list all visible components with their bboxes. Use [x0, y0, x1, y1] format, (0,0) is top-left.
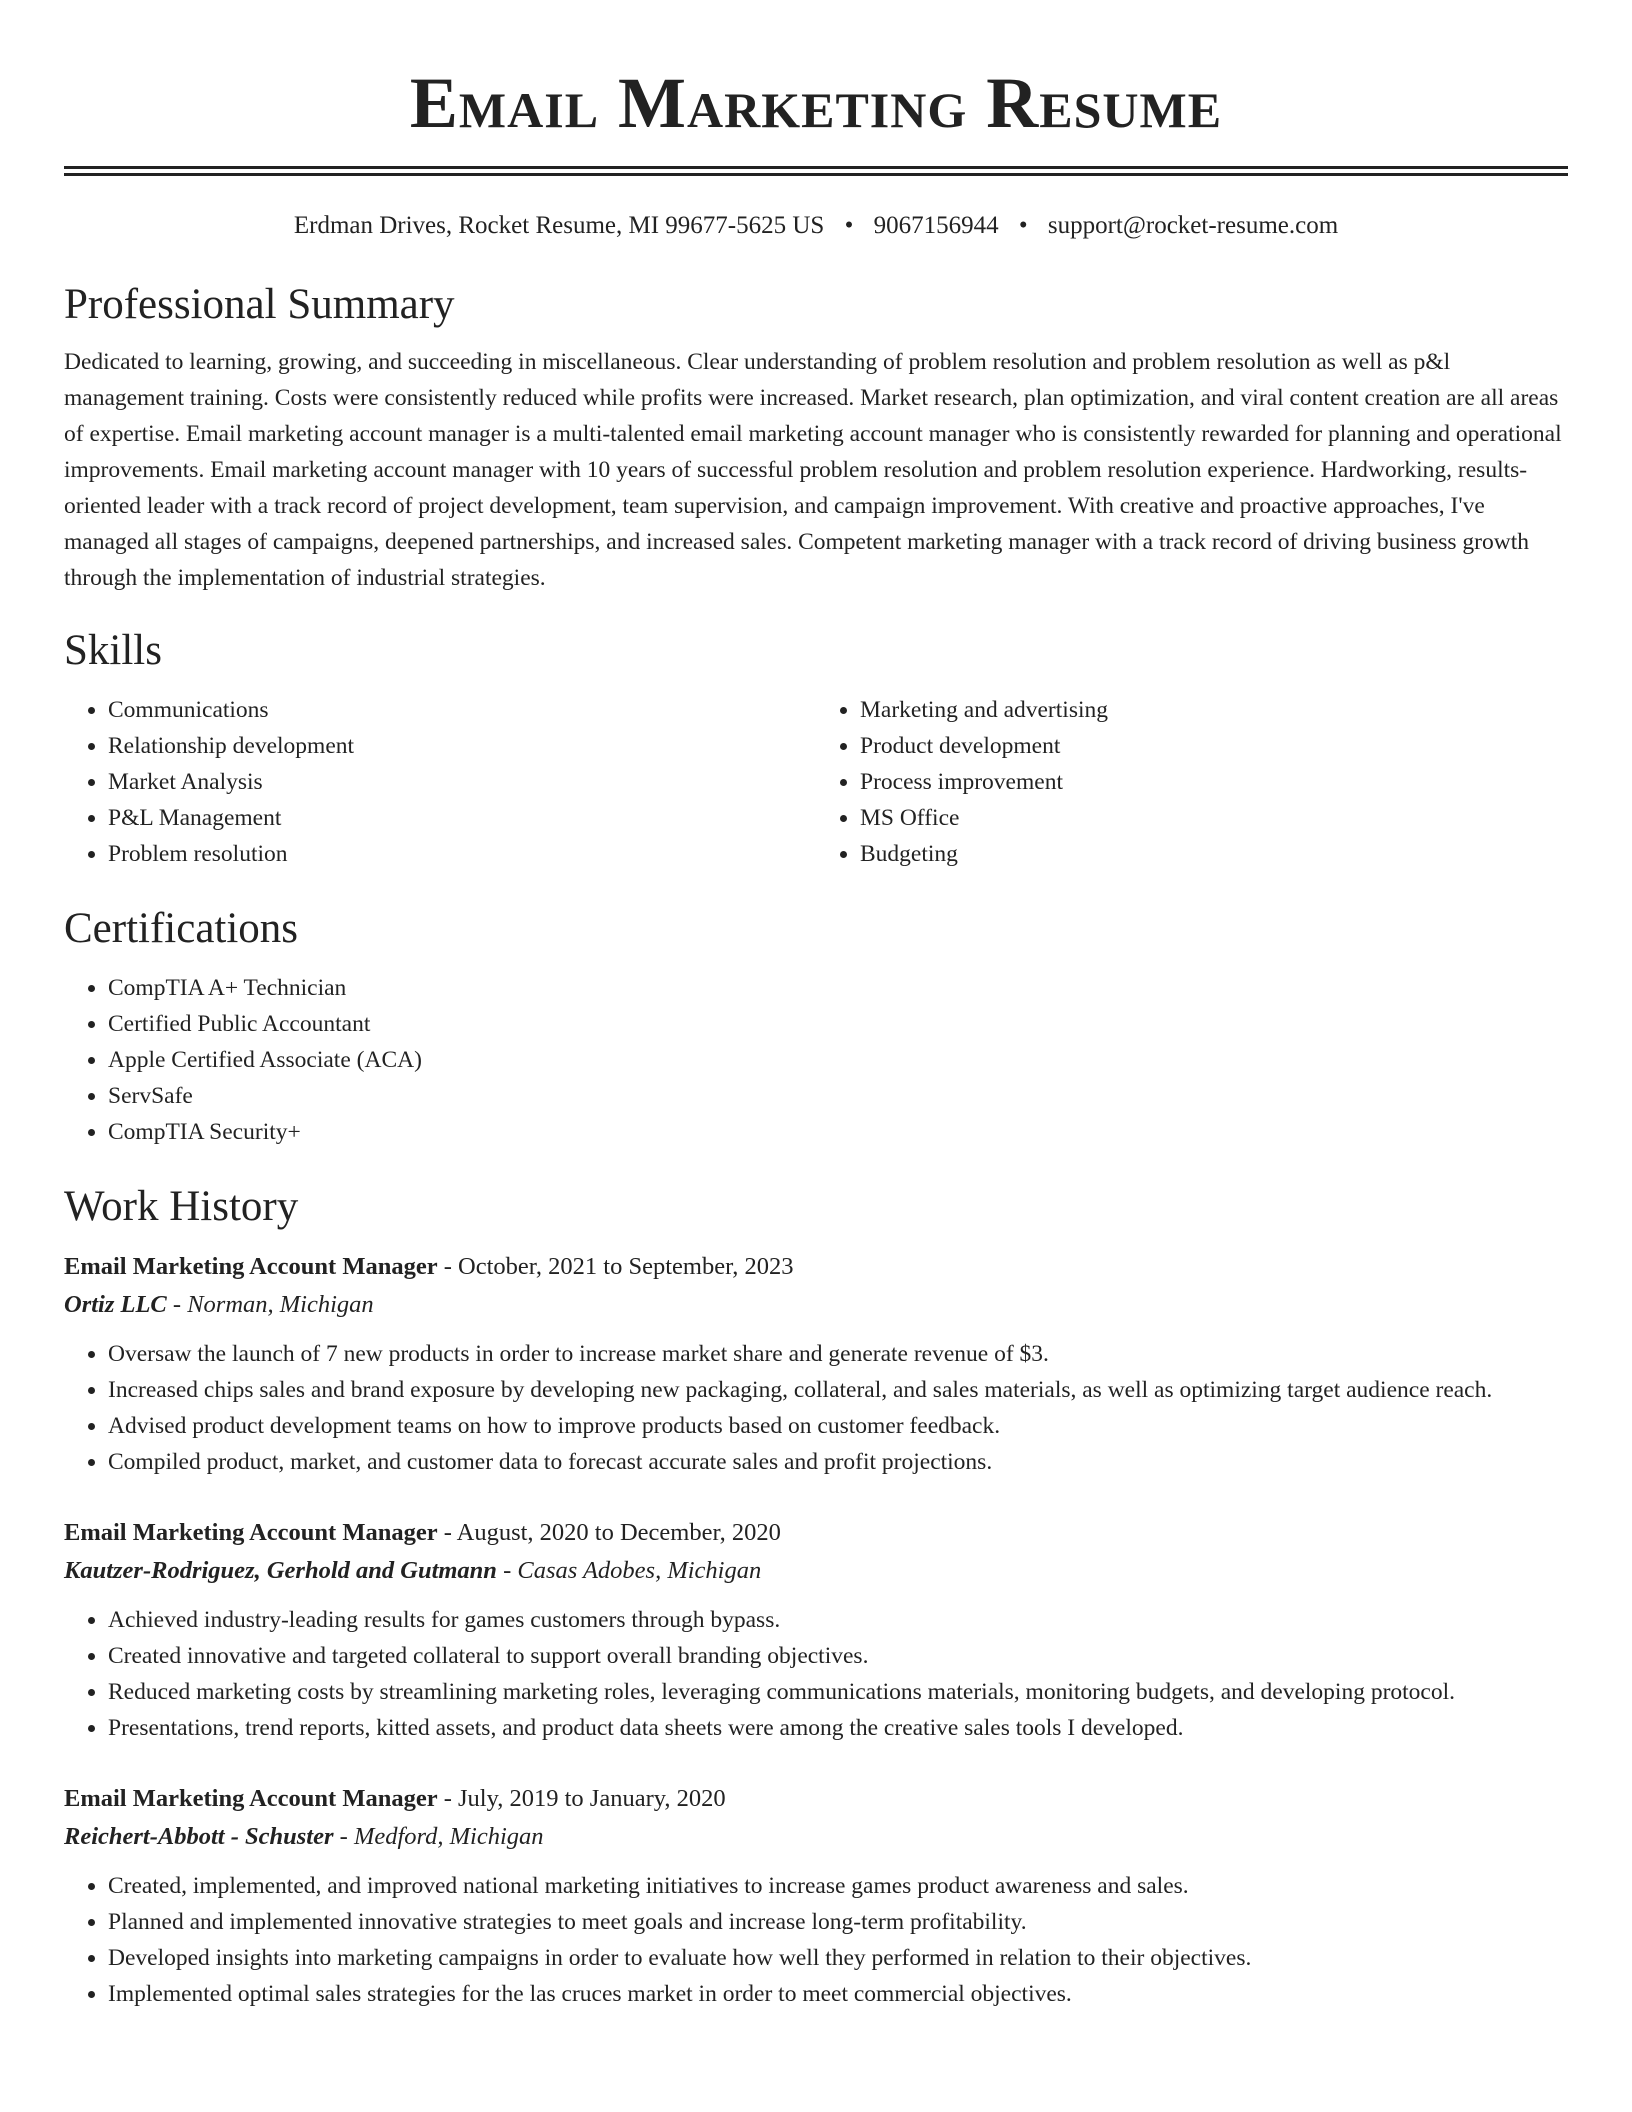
job-location: Norman, Michigan [187, 1291, 374, 1318]
skill-item: • Marketing and advertising [860, 692, 1568, 728]
certification-item: • Certified Public Accountant [108, 1006, 1568, 1042]
certifications-list [64, 970, 1568, 1150]
job-bullet: • Advised product development teams on how to improve products based on customer feedback. [108, 1408, 1568, 1444]
skills-list-left [64, 692, 816, 872]
job-location: Casas Adobes, Michigan [517, 1557, 762, 1584]
summary-text: Dedicated to learning, growing, and succeeding in miscellaneous. Clear understanding of problem resolution and problem resolution as well as p&l management training. Costs were consistently reduced while profits were increased. Market research, plan optimization, and viral content creation are all areas of expertise. Email marketing account manager is a multi-talented email marketing account manager who is consistently rewarded for planning and operational improvements. Email marketing account manager with 10 years of successful problem resolution and problem resolution experience. Hardworking, results-oriented leader with a track record of project development, team supervision, and campaign improvement. With creative and proactive approaches, I've managed all stages of campaigns, deepened partnerships, and increased sales. Competent marketing manager with a track record of driving business growth through the implementation of industrial strategies. [64, 349, 1562, 591]
skill-item: • Process improvement [860, 764, 1568, 800]
summary-heading: Professional Summary [64, 281, 455, 328]
job-company: Kautzer-Rodriguez, Gerhold and Gutmann [64, 1557, 497, 1584]
job-bullet: • Created innovative and targeted collateral to support overall branding objectives. [108, 1638, 1568, 1674]
certification-item: • CompTIA Security+ [108, 1114, 1568, 1150]
job-company: Reichert-Abbott - Schuster [64, 1823, 334, 1850]
skill-item: • P&L Management [108, 800, 816, 836]
job-dates: August, 2020 to December, 2020 [456, 1519, 781, 1546]
job-header [64, 1248, 1568, 1286]
job-dash: - [339, 1823, 354, 1850]
resume-title: Email Marketing Resume [409, 63, 1223, 143]
job-bullet: • Created, implemented, and improved national marketing initiatives to increase games product awareness and sales. [108, 1868, 1568, 1904]
job-bullet: • Compiled product, market, and customer data to forecast accurate sales and profit projections. [108, 1444, 1568, 1480]
job-role: Email Marketing Account Manager [64, 1519, 438, 1546]
skill-item: • Budgeting [860, 836, 1568, 872]
certification-item: • Apple Certified Associate (ACA) [108, 1042, 1568, 1078]
contact-phone[interactable]: 9067156944 [873, 212, 999, 239]
job-dash: - [443, 1519, 457, 1546]
skill-item: • Relationship development [108, 728, 816, 764]
job-bullets [64, 1602, 1568, 1746]
job-location: Medford, Michigan [353, 1823, 544, 1850]
job-entry [64, 1248, 1568, 1480]
job-bullet: • Presentations, trend reports, kitted assets, and product data sheets were among the creative sales tools I developed. [108, 1710, 1568, 1746]
company-line [64, 1286, 1568, 1324]
contact-separator: • [1018, 212, 1028, 239]
certification-item: • CompTIA A+ Technician [108, 970, 1568, 1006]
job-dash: - [443, 1785, 458, 1812]
company-line [64, 1818, 1568, 1856]
skill-item: • Communications [108, 692, 816, 728]
contact-separator: • [844, 212, 854, 239]
skill-item: • Market Analysis [108, 764, 816, 800]
skill-item: • MS Office [860, 800, 1568, 836]
certification-item: • ServSafe [108, 1078, 1568, 1114]
skills-list-right [816, 692, 1568, 872]
skill-item: • Product development [860, 728, 1568, 764]
job-bullets [64, 1868, 1568, 2012]
certifications-heading: Certifications [64, 905, 299, 952]
job-header [64, 1514, 1568, 1552]
company-line [64, 1552, 1568, 1590]
job-dash: - [443, 1253, 458, 1280]
work-history-heading: Work History [64, 1183, 299, 1230]
job-bullet: • Increased chips sales and brand exposure by developing new packaging, collateral, and sales materials, as well as optimizing target audience reach. [108, 1372, 1568, 1408]
job-entry [64, 1780, 1568, 2012]
job-bullet: • Implemented optimal sales strategies for the las cruces market in order to meet commercial objectives. [108, 1976, 1568, 2012]
skills-grid [64, 692, 1568, 872]
job-bullet: • Developed insights into marketing campaigns in order to evaluate how well they performed in relation to their objectives. [108, 1940, 1568, 1976]
title-divider [64, 166, 1568, 176]
job-company: Ortiz LLC [64, 1291, 167, 1318]
skills-heading: Skills [64, 627, 162, 674]
job-dash: - [503, 1557, 518, 1584]
job-role: Email Marketing Account Manager [64, 1785, 438, 1812]
job-role: Email Marketing Account Manager [64, 1253, 438, 1280]
contact-line [64, 210, 1568, 242]
job-bullet: • Oversaw the launch of 7 new products in order to increase market share and generate revenue of $3. [108, 1336, 1568, 1372]
skill-item: • Problem resolution [108, 836, 816, 872]
job-bullet: • Reduced marketing costs by streamlining marketing roles, leveraging communications materials, monitoring budgets, and developing protocol. [108, 1674, 1568, 1710]
contact-email[interactable]: support@rocket-resume.com [1047, 212, 1339, 239]
job-dates: October, 2021 to September, 2023 [458, 1253, 794, 1280]
job-entry [64, 1514, 1568, 1746]
job-bullet: • Planned and implemented innovative strategies to meet goals and increase long-term profitability. [108, 1904, 1568, 1940]
job-bullet: • Achieved industry-leading results for games customers through bypass. [108, 1602, 1568, 1638]
contact-address: Erdman Drives, Rocket Resume, MI 99677-5625 US [293, 212, 825, 239]
job-bullets [64, 1336, 1568, 1480]
job-dash: - [172, 1291, 188, 1318]
job-header [64, 1780, 1568, 1818]
job-dates: July, 2019 to January, 2020 [458, 1785, 726, 1812]
